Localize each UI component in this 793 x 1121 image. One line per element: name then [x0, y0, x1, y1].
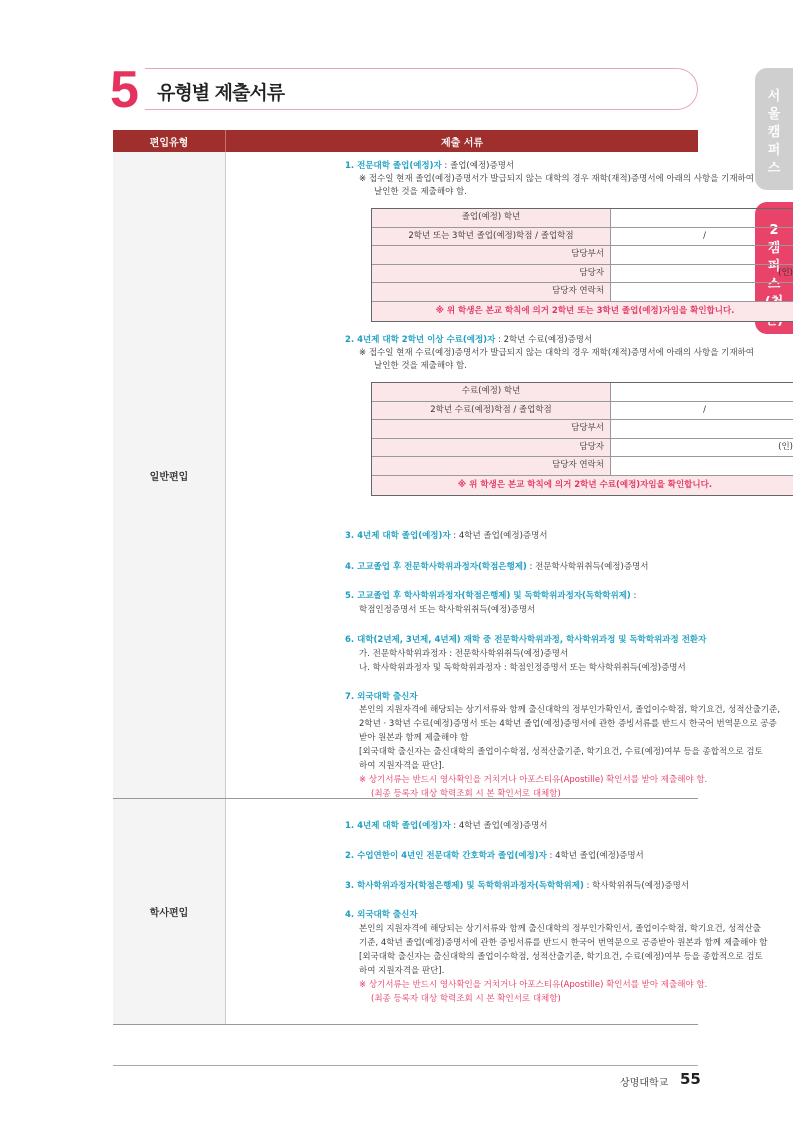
item-3: [345, 880, 689, 894]
table-header: [113, 130, 698, 152]
item-6b: 나. 학사학위과정자 및 독학학위과정자 : 학점인정증명서 또는 학사학위취득(예정)증명서: [359, 663, 686, 673]
tab-char: 캠: [767, 241, 781, 256]
section-title: 유형별 제출서류: [157, 82, 285, 104]
item-5: [345, 590, 636, 604]
confirm-text: ※ 위 학생은 본교 학칙에 의거 2학년 또는 3학년 졸업(예정)자임을 확인합니다.: [372, 302, 793, 321]
item-7-warning: ※ 상기서류는 반드시 영사확인을 거치거나 아포스티유(Apostille) 확인서를 받아 제출해야 함.: [359, 775, 708, 785]
form-value: /: [703, 404, 706, 415]
category-bachelor: 학사편입: [113, 799, 226, 1024]
tab-char: 울: [767, 107, 781, 122]
form-box-completion: [371, 382, 793, 496]
general-docs: [226, 152, 793, 799]
tab-char: 서: [767, 89, 781, 104]
item-4: [345, 561, 648, 575]
item-1: [345, 820, 548, 834]
item-7-text: 본인의 지원자격에 해당되는 상기서류와 함께 출신대학의 정부인가확인서, 졸업이수학점, 학기요건, 성적산출기준,: [359, 705, 781, 715]
table-row-bachelor: [113, 799, 768, 1025]
item-head: 3. 학사학위과정자(학점은행제) 및 독학학위과정자(독학학위제): [345, 881, 584, 891]
item-4-text: 기준, 4학년 졸업(예정)증명서에 관한 증빙서류를 반드시 한국어 번역문으로 공증받아 원본과 함께 제출해야 함: [359, 938, 768, 948]
item-4-warning: (최종 등록자 대상 학력조회 시 본 확인서로 대체함): [371, 994, 561, 1004]
item-3: [345, 530, 548, 544]
documents-table: [113, 130, 793, 1025]
tab-char: 스: [767, 161, 781, 176]
form-label: 담당자 연락처: [372, 457, 611, 475]
bachelor-docs: [226, 799, 768, 1024]
footer-school-name: 상명대학교: [620, 1078, 669, 1089]
form-label: 2학년 또는 3학년 졸업(예정)학점 / 졸업학점: [372, 228, 611, 246]
note: 날인한 것을 제출해야 함.: [374, 187, 467, 197]
item-rest: : 4학년 졸업(예정)증명서: [546, 851, 644, 861]
section-number: 5: [110, 61, 137, 119]
item-7: 7. 외국대학 출신자: [345, 692, 418, 702]
item-rest: : 4학년 졸업(예정)증명서: [450, 531, 548, 541]
item-rest: : 학사학위취득(예정)증명서: [583, 881, 690, 891]
item-head: 2. 4년제 대학 2학년 이상 수료(예정)자: [345, 335, 496, 345]
seal-mark: (인): [778, 441, 793, 452]
item-rest: :: [630, 591, 637, 601]
item-head: 3. 4년제 대학 졸업(예정)자: [345, 531, 451, 541]
item-4-text: 하여 지원자격을 판단].: [359, 966, 445, 976]
tab-char: 캠: [767, 125, 781, 140]
item-2: [345, 334, 592, 348]
tab-char: 2: [769, 223, 779, 238]
form-label: 졸업(예정) 학년: [372, 209, 611, 227]
item-5-line2: 학점인정증명서 또는 학사학위취득(예정)증명서: [359, 605, 536, 615]
item-7-text: 2학년 · 3학년 수료(예정)증명서 또는 4학년 졸업(예정)증명서에 관한 증빙서류를 반드시 한국어 번역문으로 공증: [359, 719, 777, 729]
form-label: 담당자: [372, 265, 611, 283]
header-docs: 제출 서류: [440, 137, 484, 149]
note: 날인한 것을 제출해야 함.: [374, 361, 467, 371]
form-value: /: [703, 230, 706, 241]
form-box-graduate: [371, 208, 793, 322]
item-4-text: 본인의 지원자격에 해당되는 상기서류와 함께 출신대학의 정부인가확인서, 졸업이수학점, 학기요건, 성적산출: [359, 924, 761, 934]
form-label: 수료(예정) 학년: [372, 383, 611, 401]
item-7-text: [외국대학 출신자는 출신대학의 졸업이수학점, 성적산출기준, 학기요건, 수료(예정)여부 등을 종합적으로 검토: [359, 747, 763, 757]
item-7-text: 받아 원본과 함께 제출해야 함: [359, 733, 469, 743]
item-head: 4. 고교졸업 후 전문학사학위과정자(학점은행제): [345, 562, 527, 572]
item-rest: : 2학년 수료(예정)증명서: [495, 335, 593, 345]
item-2: [345, 850, 644, 864]
form-label: 담당자: [372, 439, 611, 457]
tab-char: 퍼: [767, 143, 781, 158]
item-head: 1. 4년제 대학 졸업(예정)자: [345, 821, 451, 831]
item-rest: : 4학년 졸업(예정)증명서: [450, 821, 548, 831]
note: ※ 접수일 현재 수료(예정)증명서가 발급되지 않는 대학의 경우 재학(재적)증명서에 아래의 사항을 기재하여: [359, 348, 754, 358]
form-label: 2학년 수료(예정)학점 / 졸업학점: [372, 402, 611, 420]
item-4-text: [외국대학 출신자는 출신대학의 졸업이수학점, 성적산출기준, 학기요건, 수료(예정)여부 등을 종합적으로 검토: [359, 952, 763, 962]
form-label: 담당부서: [372, 420, 611, 438]
tab-seoul-campus[interactable]: [755, 68, 793, 190]
form-label: 담당자 연락처: [372, 283, 611, 301]
item-rest: : 졸업(예정)증명서: [441, 161, 515, 171]
form-label: 담당부서: [372, 246, 611, 264]
item-head: 5. 고교졸업 후 학사학위과정자(학점은행제) 및 독학학위과정자(독학학위제): [345, 591, 631, 601]
table-row-general: [113, 152, 793, 799]
tab-char: 퍼: [767, 259, 781, 274]
header-type: 편입유형: [113, 130, 226, 152]
item-rest: : 전문학사학위취득(예정)증명서: [526, 562, 649, 572]
item-head: 2. 수업연한이 4년인 전문대학 간호학과 졸업(예정)자: [345, 851, 547, 861]
item-head: 1. 전문대학 졸업(예정)자: [345, 161, 442, 171]
item-6: 6. 대학(2년제, 3년제, 4년제) 재학 중 전문학사학위과정, 학사학위과정 및 독학학위과정 전환자: [345, 635, 707, 645]
footer-divider: [113, 1065, 698, 1066]
item-6a: 가. 전문학사학위과정자 : 전문학사학위취득(예정)증명서: [359, 649, 569, 659]
category-general: 일반편입: [113, 152, 226, 798]
item-4-warning: ※ 상기서류는 반드시 영사확인을 거치거나 아포스티유(Apostille) 확인서를 받아 제출해야 함.: [359, 980, 708, 990]
page-number: 55: [680, 1070, 701, 1088]
confirm-text: ※ 위 학생은 본교 학칙에 의거 2학년 수료(예정)자임을 확인합니다.: [372, 476, 793, 495]
item-7-warning: (최종 등록자 대상 학력조회 시 본 확인서로 대체함): [371, 789, 561, 799]
item-1: [345, 160, 514, 174]
tab-char: 스: [767, 277, 781, 292]
item-4: 4. 외국대학 출신자: [345, 910, 418, 920]
item-7-text: 하여 지원자격을 판단].: [359, 761, 445, 771]
seal-mark: (인): [778, 267, 793, 278]
note: ※ 접수일 현재 졸업(예정)증명서가 발급되지 않는 대학의 경우 재학(재적)증명서에 아래의 사항을 기재하여: [359, 174, 754, 184]
